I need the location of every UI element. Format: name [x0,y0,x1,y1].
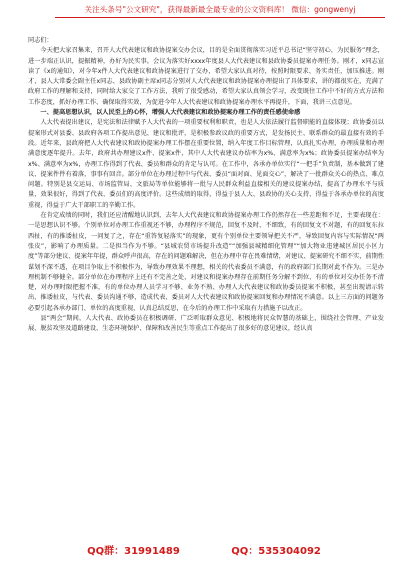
paragraph-intro: 今天把大家召集来，召开人大代表建议和政协提案交办会议，目的是全面贯彻落实习近平总书记“坚守初心，为民服务”理念，进一步端正认识，提振精神，办好为民实事。会议为落实好xxxx年度县人大代表建议和县政协委员提案办理任务。刚才，x同志宣读了《x的通知》，对今年x件人大代表建议和政协提案进行了交办，希望大家认真对待，按照时限要求、务实责任，加压推进。刚才，县人大常委会副主任x同志、县政协副主席x同志分别对人大代表建议和政协提案办理提出了具体要求，讲的都很实在，充满了政府工作的理解和支持，同时给大家交了工作方法，我听了很受感动，希望大家认真领会学习，改变既往工作中不好的方式方法和工作态度，抓好办理工作、确保取得实效，为促进今年人大代表建议和政协提案办理水平再提升，下面，我讲三点意见。 [28,47,384,106]
header-banner [40,4,400,28]
footer-qq-group: QQ群：31991489 [87,546,180,557]
paragraph-achievements: 人大代表提出建议，是宪法和法律赋予人大代表的一项重要权利和职责，也是人大依法履行监督职能的直接体现；政协委员以提案形式对县委、县政府各项工作提出意见、建议和批评，是积极参政议政的重要方式，是发扬民主、联系群众的最直接有效的手段。近年来，县政府把人大代表建议和政协提案办理工作摆在重要位置，纳入年度工作目标管理，认真扎实办理，办理质量和办理满意度逐年提升。去年，政府共办理建议x件、提案x件，其中人大代表建议办结率为x%、满意率为x%；政协委员提案办结率为x%、满意率为x%，办理工作得到了代表、委员和群众的肯定与认可。在工作中，各承办单位实行“一把手”负责制，基本做到了建议、提案件件有着落，事事有回音。部分单位在办理过程中与代表、委员“面对面、见面交心”，解决了一批群众关心的热点、难点问题。特别是县交运局、市场监管局、文旅局等单位能够将一批与人民群众利益直接相关的建议提案办结，提高了办理水平与质量，效果很好，得到了代表、委员们的高度评价。这些成绩的取得，得益于县人大、县政协的关心支持，得益于各承办单位的高度重视，得益于广大干部职工的辛勤工作。 [28,119,384,209]
paragraph-two-sessions: 县“两会”期间，人大代表、政协委员在积极调研、广泛听取群众意见、积极地将民众智慧的基础上，围绕社会管理、产业发展、脱贫攻坚及道路建设、生态环境保护、保障和改善民生等重点工作提出了很多好的意见建议，经认真 [28,315,384,333]
footer-qq: QQ：535304092 [231,546,321,557]
section-heading-1: 一、提高思想认识，以人民至上的心怀，增强人大代表建议和政协提案办理工作的责任感使命感 [40,109,301,117]
document-body [28,36,384,532]
footer-contact [0,542,408,562]
salutation: 同志们： [28,37,53,44]
banner-divider [55,17,385,18]
banner-text: 关注头条号"公文研究"，获得最新最全最专业的公文资料库！ 微信：gongwenyj [84,5,356,14]
paragraph-shortcomings: 在肯定成绩的同时，我们还应清醒地认识到，去年人大代表建议和政协提案办理工作仍然存在一些差距和不足，主要表现在：一是思想认识不够。个别单位对办理工作重视还不够，办理程序不规范，回复不及时，不细致，有的回复文不对题，有的回复东拉西扯，有的推诿扯皮，一问复了之，存在“重答复轻落实”的现象，更有个别单位主要领导把关不严，导致回复内容与实际情况“两张皮”，影响了办理质量。二是担当作为不够。“县城农贸市场提升改造”“加强县城精细化管理”“加大物业违建城区居民小区力度”等部分建议、提案年年提，群众呼声很高，存在的问题难解决，但在办理中存在畏难情绪，对建议、提案研究不细不实，前期性谋划不深不透，在项目争取上不积极作为，导致办理效果不理想，相关的代表委员不满意，有的政府部门长期对此不作为。三是办理机制不够健全。部分单位在办理程序上还有不完善之处，对建议和提案办理存在前期任务分解不到位、有的单位对交办任务不清楚，对办理时限把握不准，有的单位办理人员学习不够、业务不熟、办理人大代表建议和政协委员提案不积极，甚至出现请示转出、推诿扯皮，与代表、委员沟通不够，造成代表、委员对人大代表建议和政协提案回复和办理情况不满意。以上三方面的问题务必要引起各承办部门、单位的高度重视，认真总结反思，在今后的办理工作中采取有力措施予以改正。 [28,212,384,312]
